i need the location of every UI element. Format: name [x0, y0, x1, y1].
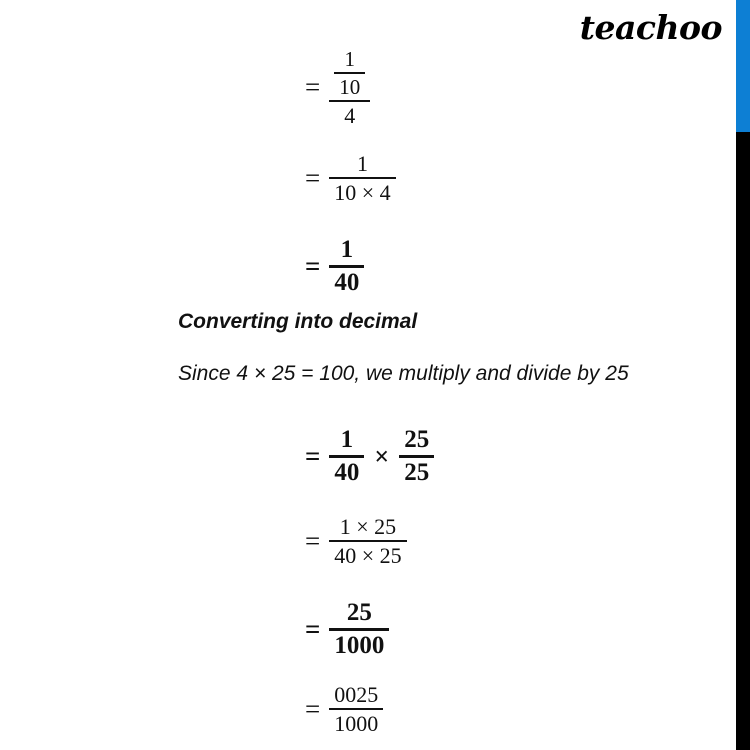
- numerator: 1: [340, 426, 354, 453]
- inner-numerator: 1: [344, 47, 355, 71]
- denominator: 1000: [334, 711, 379, 737]
- denominator: 1000: [334, 632, 385, 660]
- fraction: [329, 237, 364, 297]
- fraction-left: [329, 427, 364, 487]
- heading-converting-into-decimal: Converting into decimal: [178, 310, 418, 333]
- equals-sign: =: [305, 525, 321, 556]
- denominator: 10 × 4: [334, 180, 391, 206]
- fraction-bar: [329, 540, 406, 542]
- equals-sign: =: [305, 693, 321, 724]
- equals-sign: =: [305, 614, 321, 645]
- equation-row-1: [305, 48, 370, 127]
- equation-row-7: [305, 683, 383, 735]
- fraction-bar: [329, 455, 364, 458]
- multiplication-sign: ×: [374, 441, 390, 471]
- fraction-right: [399, 427, 434, 487]
- fraction-bar: [329, 177, 395, 179]
- equation-row-4: [305, 427, 434, 487]
- fraction: [329, 152, 395, 204]
- inner-fraction-body: [334, 48, 365, 98]
- fraction-bar: [329, 265, 364, 268]
- equals-sign: =: [305, 72, 321, 103]
- numerator: 25: [404, 426, 430, 453]
- equals-sign: =: [305, 251, 321, 282]
- outer-fraction-bar: [329, 100, 370, 102]
- teachoo-logo: teachoo: [579, 8, 722, 47]
- equation-row-2: [305, 152, 396, 204]
- complex-fraction: [329, 48, 370, 127]
- black-edge-bar: [736, 132, 750, 750]
- fraction: [329, 515, 406, 567]
- outer-denominator: 4: [344, 103, 356, 129]
- equation-row-6: [305, 600, 389, 660]
- denominator: 40: [334, 459, 360, 487]
- inner-fraction: [329, 48, 370, 98]
- denominator: 40 × 25: [334, 543, 402, 569]
- equals-sign: =: [305, 441, 321, 472]
- equation-row-5: [305, 515, 407, 567]
- numerator: 1: [356, 151, 368, 176]
- numerator: 25: [346, 599, 372, 626]
- fraction-bar: [329, 708, 383, 710]
- statement-multiply-divide-by-25: Since 4 × 25 = 100, we multiply and divide by 25: [178, 362, 629, 385]
- fraction: [329, 600, 389, 660]
- numerator: 1: [340, 236, 354, 263]
- right-edge-bars: [736, 0, 750, 750]
- equation-row-3: [305, 237, 364, 297]
- denominator: 40: [334, 269, 360, 297]
- fraction-bar: [399, 455, 434, 458]
- numerator: 1 × 25: [339, 514, 397, 539]
- equals-sign: =: [305, 162, 321, 193]
- fraction: [329, 683, 383, 735]
- fraction-bar: [329, 628, 389, 631]
- inner-denominator: 10: [339, 75, 361, 100]
- numerator: 0025: [334, 682, 379, 707]
- blue-edge-bar: [736, 0, 750, 132]
- inner-fraction-bar: [334, 72, 365, 74]
- denominator: 25: [404, 459, 430, 487]
